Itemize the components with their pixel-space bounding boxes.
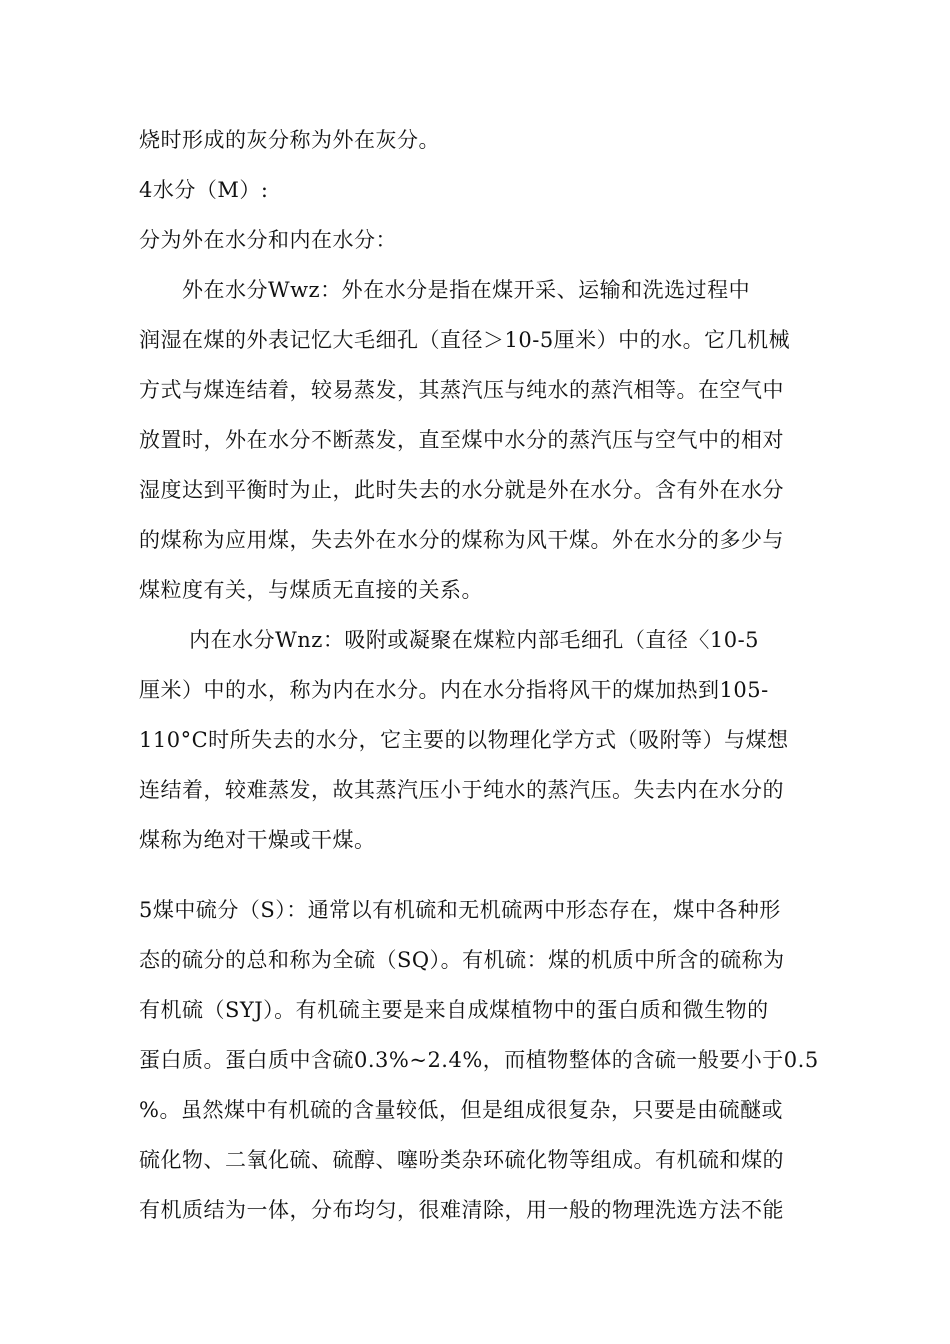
paragraph-internal-moisture: 内在水分Wnz：吸附或凝聚在煤粒内部毛细孔（直径〈10-5: [139, 628, 760, 652]
text-line: 连结着，较难蒸发，故其蒸汽压小于纯水的蒸汽压。失去内在水分的: [139, 778, 784, 802]
text-line: 湿度达到平衡时为止，此时失去的水分就是外在水分。含有外在水分: [139, 478, 784, 502]
paragraph-sulfur: 5煤中硫分（S）：通常以有机硫和无机硫两中形态存在，煤中各种形: [139, 898, 781, 922]
text-line: 烧时形成的灰分称为外在灰分。: [139, 128, 440, 152]
text-line: 润湿在煤的外表记忆大毛细孔（直径＞10-5厘米）中的水。它几机械: [139, 328, 791, 352]
text-line: %。虽然煤中有机硫的含量较低，但是组成很复杂，只要是由硫醚或: [139, 1098, 783, 1122]
text-line: 态的硫分的总和称为全硫（SQ）。有机硫：煤的机质中所含的硫称为: [139, 948, 785, 972]
text-line: 蛋白质。蛋白质中含硫0.3%~2.4%，而植物整体的含硫一般要小于0.5: [139, 1048, 819, 1072]
text-line: 放置时，外在水分不断蒸发，直至煤中水分的蒸汽压与空气中的相对: [139, 428, 784, 452]
text-line: 方式与煤连结着，较易蒸发，其蒸汽压与纯水的蒸汽相等。在空气中: [139, 378, 784, 402]
text-line: 有机质结为一体，分布均匀，很难清除，用一般的物理洗选方法不能: [139, 1198, 784, 1222]
text-line: 110°C时所失去的水分，它主要的以物理化学方式（吸附等）与煤想: [139, 728, 789, 752]
text-line: 煤粒度有关，与煤质无直接的关系。: [139, 578, 483, 602]
text-line: 硫化物、二氧化硫、硫醇、噻吩类杂环硫化物等组成。有机硫和煤的: [139, 1148, 784, 1172]
text-line: 的煤称为应用煤，失去外在水分的煤称为风干煤。外在水分的多少与: [139, 528, 784, 552]
text-line: 分为外在水分和内在水分：: [139, 228, 397, 252]
text-line: 有机硫（SYJ）。有机硫主要是来自成煤植物中的蛋白质和微生物的: [139, 998, 769, 1022]
text-line: 厘米）中的水，称为内在水分。内在水分指将风干的煤加热到105-: [139, 678, 769, 702]
text-line: 煤称为绝对干燥或干煤。: [139, 828, 376, 852]
section-heading-moisture: 4水分（M）:: [139, 178, 269, 202]
paragraph-external-moisture: 外在水分Wwz：外在水分是指在煤开采、运输和洗选过程中: [139, 278, 751, 302]
